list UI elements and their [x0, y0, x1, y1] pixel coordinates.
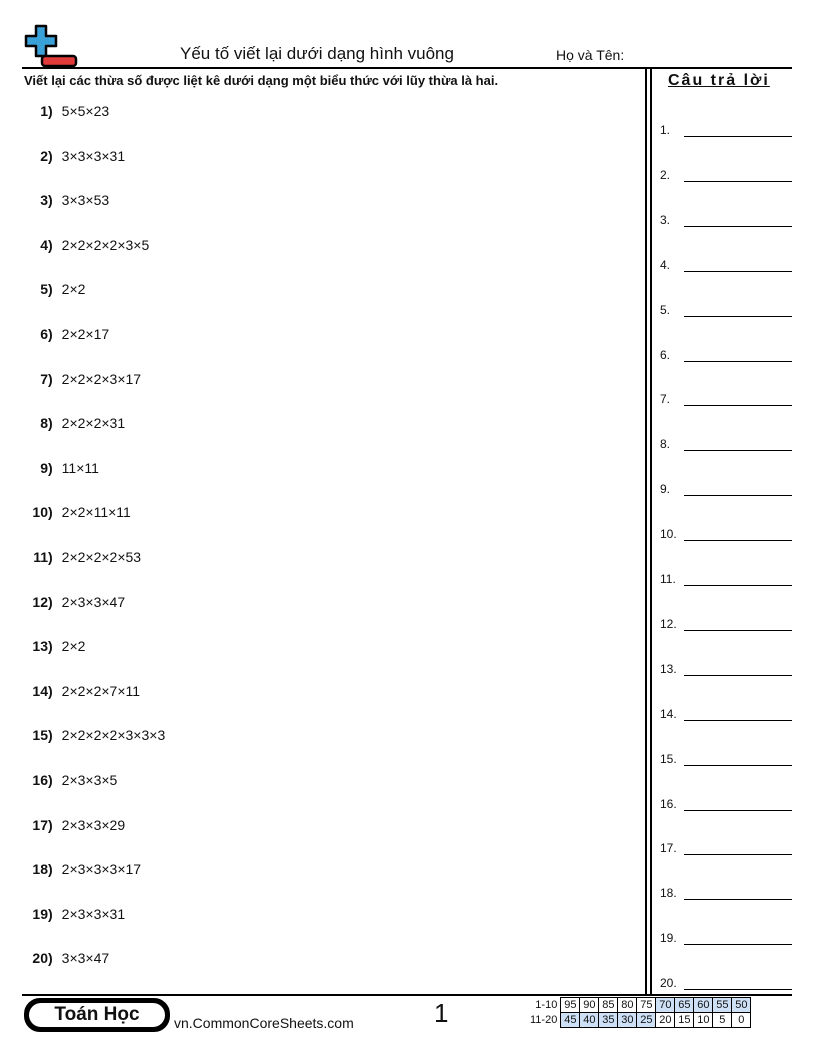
- answer-blank[interactable]: [684, 720, 792, 721]
- problem-number: 17: [32, 816, 48, 833]
- problem-number: 3: [40, 192, 48, 209]
- problem-expression: 2×3×3×29: [61, 816, 126, 833]
- problem-expression: 2×2: [61, 281, 86, 298]
- problem-expression: 2×2×2×3×17: [61, 370, 142, 387]
- score-cell: 20: [656, 1013, 675, 1028]
- problem-number: 4: [40, 236, 48, 253]
- answer-number: 18.: [660, 886, 677, 901]
- score-table: [528, 997, 751, 1028]
- problem-item: [24, 458, 99, 478]
- answer-item: [660, 929, 792, 949]
- answer-number: 5.: [660, 302, 671, 317]
- answer-number: 9.: [660, 482, 671, 497]
- brand-label: Toán Học: [29, 1003, 165, 1027]
- problem-number: 16: [32, 772, 48, 788]
- problem-item: [24, 502, 131, 522]
- problem-paren: ): [48, 593, 53, 610]
- column-divider: [645, 67, 647, 995]
- problem-item: [24, 324, 109, 344]
- problem-paren: ): [48, 549, 53, 565]
- problem-number: 15: [32, 727, 48, 744]
- problem-paren: ): [48, 103, 53, 119]
- answers-title: Câu trả lời: [668, 72, 770, 89]
- answer-item: [660, 660, 792, 680]
- problem-expression: 11×11: [61, 459, 99, 476]
- problem-item: [24, 592, 125, 612]
- answer-number: 6.: [660, 347, 671, 362]
- answer-number: 3.: [660, 212, 671, 227]
- answer-number: 14.: [660, 706, 677, 721]
- answer-number: 8.: [660, 437, 671, 452]
- problem-number: 14: [32, 682, 48, 699]
- problem-number: 7: [40, 370, 48, 387]
- answer-item: [660, 750, 792, 770]
- answer-item: [660, 301, 792, 321]
- problem-number: 18: [32, 861, 48, 878]
- score-cell: 45: [561, 1013, 580, 1028]
- problem-expression: 3×3×53: [61, 192, 110, 209]
- score-row: [528, 998, 751, 1013]
- problem-item: [24, 547, 141, 567]
- score-cell: 80: [618, 998, 637, 1013]
- problem-item: [24, 413, 125, 433]
- problem-paren: ): [48, 326, 53, 342]
- answer-blank[interactable]: [684, 495, 792, 496]
- problem-paren: ): [48, 459, 53, 476]
- problem-number: 5: [40, 281, 48, 298]
- problem-number: 11: [33, 549, 48, 565]
- answer-blank[interactable]: [684, 405, 792, 406]
- score-cell: 10: [694, 1013, 713, 1028]
- score-row-label: 11-20: [530, 1014, 558, 1026]
- problem-paren: ): [48, 682, 53, 699]
- answer-number: 16.: [660, 796, 677, 811]
- problem-number: 19: [32, 905, 48, 922]
- answer-number: 15.: [660, 751, 677, 766]
- problem-paren: ): [48, 950, 53, 967]
- column-divider: [650, 67, 652, 995]
- answer-item: [660, 435, 792, 455]
- brand-badge: [24, 998, 170, 1032]
- answer-item: [660, 974, 792, 994]
- answer-item: [660, 705, 792, 725]
- answer-item: [660, 570, 792, 590]
- problem-expression: 2×2: [61, 638, 86, 655]
- problem-item: [24, 770, 117, 790]
- score-cell: 50: [732, 998, 751, 1013]
- problem-expression: 3×3×47: [61, 950, 110, 967]
- problem-expression: 2×3×3×5: [61, 772, 118, 788]
- answer-blank[interactable]: [684, 361, 792, 362]
- problem-number: 8: [40, 415, 48, 432]
- answer-item: [660, 211, 792, 231]
- answer-blank[interactable]: [684, 540, 792, 541]
- problem-item: [24, 235, 149, 255]
- problem-number: 10: [32, 504, 48, 521]
- answer-number: 17.: [660, 841, 677, 856]
- problem-item: [24, 279, 85, 299]
- problem-item: [24, 681, 140, 701]
- answer-blank[interactable]: [684, 316, 792, 317]
- problem-item: [24, 725, 165, 745]
- answer-blank[interactable]: [684, 181, 792, 182]
- score-cell: 30: [618, 1013, 637, 1028]
- bottom-rule: [22, 994, 792, 996]
- answer-number: 13.: [660, 661, 677, 676]
- problem-expression: 2×2×2×7×11: [61, 682, 141, 699]
- page-number: 1: [434, 998, 449, 1028]
- answer-number: 1.: [660, 123, 671, 137]
- answer-blank[interactable]: [684, 136, 792, 137]
- problem-paren: ): [48, 281, 53, 298]
- score-row-label: 1-10: [535, 999, 558, 1011]
- plus-minus-icon: [22, 24, 80, 68]
- answer-blank[interactable]: [684, 854, 792, 855]
- score-row: [528, 1013, 751, 1028]
- answer-blank[interactable]: [684, 675, 792, 676]
- answer-blank[interactable]: [684, 810, 792, 811]
- name-label: Họ và Tên:: [556, 47, 625, 63]
- problem-item: [24, 101, 109, 121]
- problem-paren: ): [48, 638, 53, 655]
- problem-number: 9: [40, 459, 48, 476]
- answer-item: [660, 346, 792, 366]
- answer-number: 11.: [660, 572, 676, 586]
- problem-paren: ): [48, 816, 53, 833]
- answer-blank[interactable]: [684, 271, 792, 272]
- problem-number: 12: [32, 593, 48, 610]
- score-cell: 65: [675, 998, 694, 1013]
- problem-number: 20: [32, 950, 48, 967]
- problem-expression: 2×2×11×11: [61, 504, 131, 521]
- score-cell: 85: [599, 998, 618, 1013]
- score-cell: 95: [561, 998, 580, 1013]
- problem-paren: ): [48, 861, 53, 878]
- problem-paren: ): [48, 504, 53, 521]
- instructions: Viết lại các thừa số được liệt kê dưới dạng một biểu thức với lũy thừa là hai.: [24, 73, 499, 88]
- problem-item: [24, 859, 141, 879]
- answer-number: 20.: [660, 976, 677, 991]
- answer-item: [660, 121, 792, 141]
- site-url: vn.CommonCoreSheets.com: [174, 1015, 354, 1031]
- answer-item: [660, 166, 792, 186]
- score-cell: 70: [656, 998, 675, 1013]
- score-cell: 25: [637, 1013, 656, 1028]
- problem-item: [24, 369, 141, 389]
- problem-expression: 5×5×23: [61, 103, 110, 119]
- answer-blank[interactable]: [684, 989, 792, 990]
- problem-number: 1: [40, 103, 48, 119]
- problem-expression: 3×3×3×31: [61, 147, 126, 164]
- problem-expression: 2×2×17: [61, 326, 110, 342]
- problem-paren: ): [48, 772, 53, 788]
- answer-number: 2.: [660, 167, 671, 182]
- answer-item: [660, 390, 792, 410]
- problem-paren: ): [48, 192, 53, 209]
- score-cell: 5: [713, 1013, 732, 1028]
- answer-blank[interactable]: [684, 630, 792, 631]
- answer-blank[interactable]: [684, 226, 792, 227]
- answer-blank[interactable]: [684, 899, 792, 900]
- problem-item: [24, 815, 125, 835]
- answer-item: [660, 480, 792, 500]
- score-cell: 0: [732, 1013, 751, 1028]
- score-cell: 15: [675, 1013, 694, 1028]
- top-rule: [22, 67, 792, 69]
- problem-paren: ): [48, 147, 53, 164]
- answer-number: 7.: [660, 392, 671, 407]
- problem-paren: ): [48, 415, 53, 432]
- answer-item: [660, 795, 792, 815]
- answer-number: 4.: [660, 257, 671, 272]
- score-cell: 60: [694, 998, 713, 1013]
- score-cell: 40: [580, 1013, 599, 1028]
- score-cell: 90: [580, 998, 599, 1013]
- problem-paren: ): [48, 727, 53, 744]
- problem-expression: 2×2×2×2×3×5: [61, 236, 150, 253]
- problem-paren: ): [48, 905, 53, 922]
- problem-expression: 2×3×3×3×17: [61, 861, 142, 878]
- problem-expression: 2×2×2×2×3×3×3: [61, 727, 166, 744]
- problem-expression: 2×2×2×2×53: [61, 549, 142, 565]
- problem-item: [24, 904, 125, 924]
- problem-expression: 2×3×3×31: [61, 905, 126, 922]
- score-cell: 55: [713, 998, 732, 1013]
- problem-expression: 2×3×3×47: [61, 593, 126, 610]
- answer-item: [660, 525, 792, 545]
- answer-item: [660, 256, 792, 276]
- score-cell: 35: [599, 1013, 618, 1028]
- problem-number: 2: [40, 147, 48, 164]
- answer-item: [660, 884, 792, 904]
- problem-number: 6: [40, 326, 48, 342]
- problem-expression: 2×2×2×31: [61, 415, 126, 432]
- problem-item: [24, 146, 125, 166]
- page-title: Yếu tố viết lại dưới dạng hình vuông: [180, 44, 454, 63]
- problem-paren: ): [48, 236, 53, 253]
- answer-blank[interactable]: [684, 450, 792, 451]
- problem-number: 13: [32, 638, 48, 655]
- answer-blank[interactable]: [684, 765, 792, 766]
- answer-number: 19.: [660, 931, 677, 946]
- problem-item: [24, 948, 109, 968]
- answer-number: 12.: [660, 616, 677, 631]
- score-cell: 75: [637, 998, 656, 1013]
- problem-item: [24, 190, 109, 210]
- answer-item: [660, 839, 792, 859]
- answer-number: 10.: [660, 527, 677, 542]
- answer-blank[interactable]: [684, 585, 792, 586]
- problem-paren: ): [48, 370, 53, 387]
- answer-item: [660, 615, 792, 635]
- answer-blank[interactable]: [684, 944, 792, 945]
- problem-item: [24, 636, 85, 656]
